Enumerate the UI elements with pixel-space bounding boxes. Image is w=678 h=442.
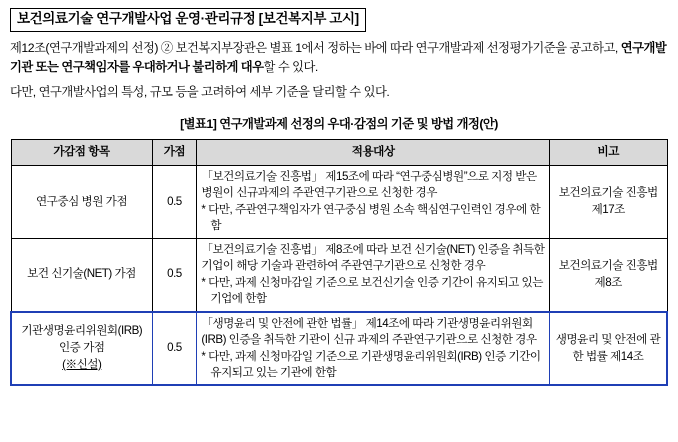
row-target-irb: [197, 312, 550, 386]
row-target-main: 「보건의료기술 진흥법」 제15조에 따라 “연구중심병원”으로 지정 받은 병원이 신규과제의 주관연구기관으로 신청한 경우: [201, 169, 537, 200]
table-row-highlighted: [11, 312, 667, 386]
criteria-table: [10, 139, 668, 386]
row-target-sub: * 다만, 과제 신청마감일 기준으로 기관생명윤리위원회(IRB) 인증 기간이 유지되고 있는 기관에 한함: [201, 349, 541, 379]
table-caption: [별표1] 연구개발과제 선정의 우대·감점의 기준 및 방법 개정(안): [180, 116, 498, 131]
row-item-irb: [11, 312, 152, 386]
row-item-irb-label: 기관생명윤리위원회(IRB) 인증 가점: [21, 324, 143, 354]
paragraph-proviso: 다만, 연구개발사업의 특성, 규모 등을 고려하여 세부 기준을 달리할 수 있다.: [10, 84, 390, 99]
row-target-main: 「보건의료기술 진흥법」 제8조에 따라 보건 신기술(NET) 인증을 취득한 기업이 해당 기술과 관련하여 주관연구기관으로 신청한 경우: [201, 242, 545, 273]
table-row: [11, 238, 667, 311]
row-note-research-hospital: 보건의료기술 진흥법 제17조: [549, 165, 667, 238]
row-note-net: 보건의료기술 진흥법 제8조: [549, 238, 667, 311]
row-item-net: 보건 신기술(NET) 가점: [11, 238, 152, 311]
document-title: 보건의료기술 연구개발사업 운영·관리규정 [보건복지부 고시]: [10, 8, 366, 32]
row-target-sub: * 다만, 과제 신청마감일 기준으로 보건신기술 인증 기간이 유지되고 있는 기업에 한함: [201, 275, 543, 306]
row-point-irb: 0.5: [152, 312, 197, 386]
paragraph-article-12-pre: 제12조(연구개발과제의 선정) ② 보건복지부장관은 별표 1에서 정하는 바에 따라 연구개발과제 선정평가기준을 공고하고,: [10, 40, 621, 55]
row-item-research-hospital: 연구중심 병원 가점: [11, 165, 152, 238]
header-point: 가점: [152, 139, 197, 165]
row-target-main: 「생명윤리 및 안전에 관한 법률」 제14조에 따라 기관생명윤리위원회(IRB) 인증을 취득한 기관이 신규 과제의 주관연구기관으로 신청한 경우: [201, 316, 537, 347]
header-note: 비고: [549, 139, 667, 165]
paragraph-article-12-emphasis: 연구개발기관 또는 연구책임자를 우대하거나 불리하게 대우: [10, 40, 667, 74]
row-item-irb-new-mark: (※신설): [62, 358, 102, 372]
row-target-net: [197, 238, 550, 311]
header-target: 적용대상: [197, 139, 550, 165]
paragraph-article-12: [10, 39, 668, 77]
row-target-sub: * 다만, 주관연구책임자가 연구중심 병원 소속 핵심연구인력인 경우에 한함: [201, 202, 541, 233]
row-target-research-hospital: [197, 165, 550, 238]
paragraph-article-12-post: 할 수 있다.: [263, 59, 318, 74]
row-point-net: 0.5: [152, 238, 197, 311]
table-row: [11, 165, 667, 238]
row-point-research-hospital: 0.5: [152, 165, 197, 238]
table-header-row: [11, 139, 667, 165]
row-note-irb: 생명윤리 및 안전에 관한 법률 제14조: [549, 312, 667, 386]
header-item: 가감점 항목: [11, 139, 152, 165]
